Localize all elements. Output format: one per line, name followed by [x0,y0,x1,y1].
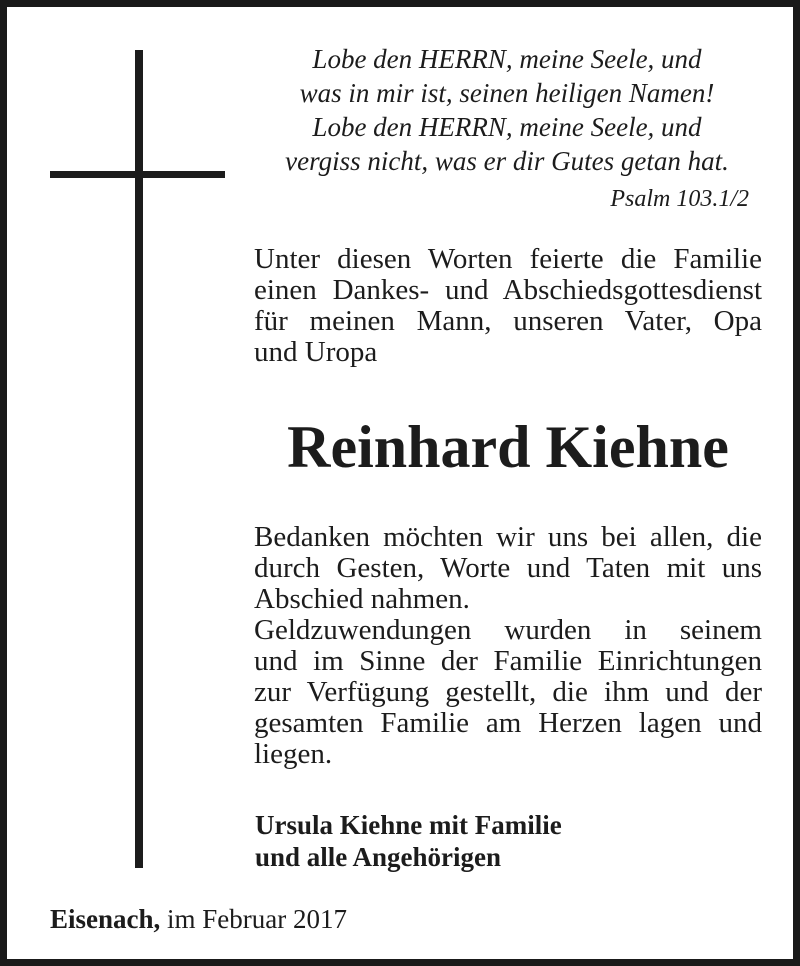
place-name: Eisenach, [50,904,161,934]
signature-line: und alle Angehörigen [255,842,502,872]
signature-line: Ursula Kiehne mit Familie [255,810,562,840]
cross-icon-horizontal-beam [50,171,225,178]
verse-line: was in mir ist, seinen heiligen Namen! [299,78,715,108]
intro-paragraph [254,244,762,368]
deceased-name: Reinhard Kiehne [287,414,729,480]
intro-line: und Uropa [254,336,378,368]
thanks-line: durch Gesten, Worte und Taten mit uns [254,553,762,584]
thanks-line: Bedanken möchten wir uns bei allen, die [254,522,762,553]
thanks-line: Abschied nahmen. [254,583,470,615]
verse-line: Lobe den HERRN, meine Seele, und [312,44,702,74]
thanks-paragraph [254,522,762,770]
intro-line: für meinen Mann, unseren Vater, Opa [254,306,762,337]
psalm-verse [247,42,767,178]
thanks-line: gesamten Familie am Herzen lagen und [254,708,762,739]
verse-line: Lobe den HERRN, meine Seele, und [312,112,702,142]
intro-line: Unter diesen Worten feierte die Familie [254,244,762,275]
thanks-line: Geldzuwendungen wurden in seinem [254,615,762,646]
psalm-reference: Psalm 103.1/2 [610,186,749,212]
place-date-line [50,903,347,935]
thanks-line: und im Sinne der Familie Einrichtungen [254,646,762,677]
date-text: im Februar 2017 [167,904,348,934]
thanks-line: liegen. [254,738,333,770]
signature-block [255,809,562,873]
verse-line: vergiss nicht, was er dir Gutes getan hat. [285,146,729,176]
thanks-line: zur Verfügung gestellt, die ihm und der [254,677,762,708]
intro-line: einen Dankes- und Abschiedsgottesdienst [254,275,762,306]
